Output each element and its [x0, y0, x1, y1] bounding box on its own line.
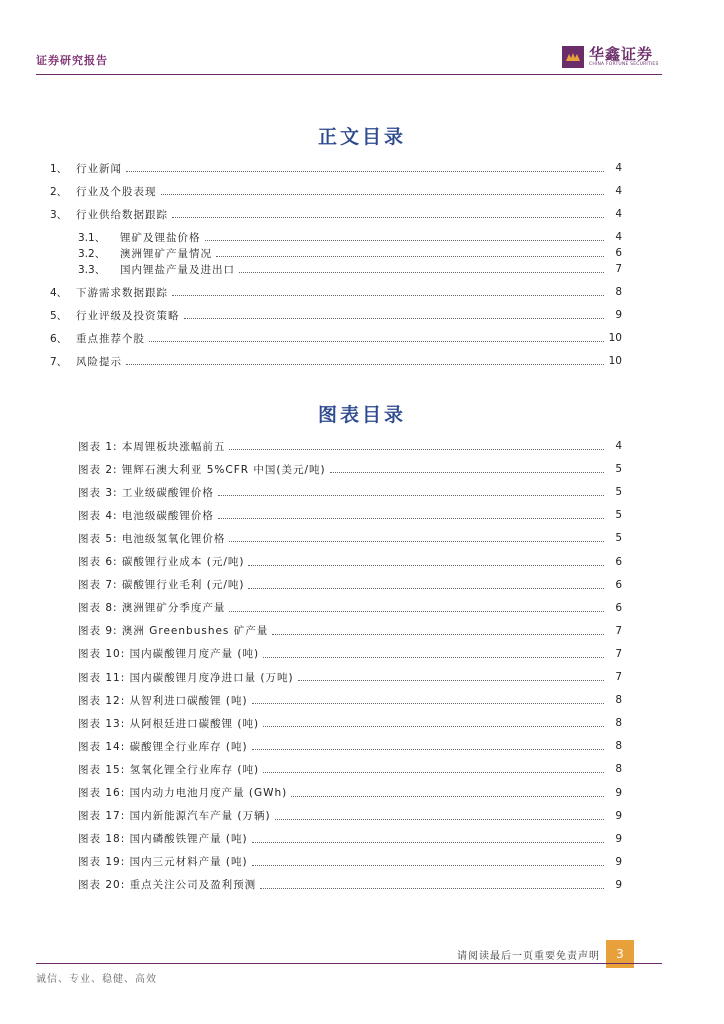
- toc-entry-number: 3.2、: [78, 247, 106, 260]
- dot-leader: [260, 887, 604, 889]
- toc-entry[interactable]: [50, 308, 622, 322]
- dot-leader: [330, 471, 604, 473]
- toc-title: 正文目录: [317, 126, 406, 148]
- dot-leader: [239, 271, 604, 273]
- figure-entry-label: 图表 8: 澳洲锂矿分季度产量: [78, 602, 226, 615]
- figure-entry[interactable]: [78, 624, 622, 638]
- toc-entry-number: 1、: [50, 162, 68, 175]
- entry-page-number: 4: [615, 231, 622, 243]
- toc-entry[interactable]: [50, 331, 622, 345]
- figure-entry[interactable]: [78, 531, 622, 545]
- toc-entry[interactable]: [50, 184, 622, 198]
- toc-entry[interactable]: [78, 230, 622, 244]
- entry-page-number: 5: [615, 532, 622, 545]
- footer-divider: [36, 963, 662, 964]
- figure-entry[interactable]: [78, 739, 622, 753]
- toc-entry-number: 3.3、: [78, 263, 106, 276]
- entry-page-number: 9: [615, 878, 622, 891]
- toc-entry-label: 风险提示: [76, 355, 122, 368]
- page-number-badge: 3: [606, 940, 634, 968]
- entry-page-number: 6: [615, 555, 622, 568]
- figure-entry-label: 图表 18: 国内磷酸铁锂产量 (吨): [78, 833, 248, 846]
- toc-entry-number: 3.1、: [78, 231, 106, 244]
- figure-entry-label: 图表 11: 国内碳酸锂月度净进口量 (万吨): [78, 671, 294, 684]
- dot-leader: [229, 540, 604, 542]
- entry-page-number: 6: [615, 578, 622, 591]
- figure-entry-label: 图表 9: 澳洲 Greenbushes 矿产量: [78, 625, 269, 638]
- toc-entry-label: 锂矿及锂盐价格: [120, 231, 201, 244]
- header-divider: [36, 74, 662, 75]
- dot-leader: [252, 702, 604, 704]
- toc-entry-label: 行业评级及投资策略: [76, 309, 180, 322]
- dot-leader: [291, 795, 604, 797]
- entry-page-number: 8: [615, 286, 622, 298]
- entry-page-number: 8: [615, 717, 622, 730]
- figure-entry-label: 图表 12: 从智利进口碳酸锂 (吨): [78, 694, 248, 707]
- dot-leader: [172, 216, 604, 218]
- figure-entry[interactable]: [78, 693, 622, 707]
- figure-entry[interactable]: [78, 555, 622, 569]
- figure-entry[interactable]: [78, 855, 622, 869]
- entry-page-number: 4: [615, 185, 622, 197]
- entry-page-number: 4: [615, 208, 622, 220]
- company-logo: [562, 46, 659, 68]
- figure-entry-label: 图表 1: 本周锂板块涨幅前五: [78, 440, 226, 453]
- entry-page-number: 9: [615, 855, 622, 868]
- entry-page-number: 7: [615, 647, 622, 660]
- entry-page-number: 10: [608, 355, 622, 367]
- entry-page-number: 6: [615, 247, 622, 259]
- dot-leader: [218, 517, 604, 519]
- toc-entry-label: 澳洲锂矿产量情况: [120, 247, 212, 260]
- figure-entry[interactable]: [78, 601, 622, 615]
- entry-page-number: 8: [615, 694, 622, 707]
- toc-entry[interactable]: [78, 246, 622, 260]
- figure-entry-label: 图表 20: 重点关注公司及盈利预测: [78, 879, 257, 892]
- figure-entry-label: 图表 16: 国内动力电池月度产量 (GWh): [78, 787, 288, 799]
- figure-entry[interactable]: [78, 670, 622, 684]
- dot-leader: [205, 239, 605, 241]
- dot-leader: [263, 725, 604, 727]
- dot-leader: [263, 656, 604, 658]
- toc-entry[interactable]: [78, 262, 622, 276]
- toc-entry-number: 7、: [50, 355, 68, 368]
- entry-page-number: 5: [615, 463, 622, 476]
- entry-page-number: 9: [615, 786, 622, 799]
- entry-page-number: 10: [608, 332, 622, 344]
- toc-entry-number: 5、: [50, 309, 68, 322]
- entry-page-number: 5: [615, 509, 622, 522]
- footer-motto: 诚信、专业、稳健、高效: [36, 974, 157, 985]
- dot-leader: [252, 841, 604, 843]
- figure-entry[interactable]: [78, 485, 622, 499]
- dot-leader: [126, 363, 604, 365]
- figures-title: 图表目录: [317, 404, 406, 426]
- logo-english-name: CHINA FORTUNE SECURITIES: [589, 62, 659, 67]
- figure-entry-label: 图表 4: 电池级碳酸锂价格: [78, 509, 214, 522]
- figure-entry[interactable]: [78, 786, 622, 800]
- toc-entry[interactable]: [50, 207, 622, 221]
- figure-entry[interactable]: [78, 832, 622, 846]
- dot-leader: [248, 564, 604, 566]
- logo-chinese-name: 华鑫证券: [589, 45, 654, 63]
- figure-entry[interactable]: [78, 809, 622, 823]
- toc-entry-label: 下游需求数据跟踪: [76, 286, 168, 299]
- entry-page-number: 8: [615, 740, 622, 753]
- dot-leader: [184, 317, 605, 319]
- dot-leader: [161, 193, 605, 195]
- toc-entry[interactable]: [50, 354, 622, 368]
- disclaimer-note: 请阅读最后一页重要免责声明: [457, 951, 600, 962]
- toc-entry[interactable]: [50, 285, 622, 299]
- toc-entry-label: 国内锂盐产量及进出口: [120, 263, 235, 276]
- toc-entry-number: 2、: [50, 185, 68, 198]
- dot-leader: [172, 294, 604, 296]
- toc-entry-label: 行业新闻: [76, 162, 122, 175]
- entry-page-number: 9: [615, 309, 622, 321]
- entry-page-number: 9: [615, 809, 622, 822]
- entry-page-number: 7: [615, 263, 622, 275]
- figure-entry-label: 图表 2: 锂辉石澳大利亚 5%CFR 中国(美元/吨): [78, 463, 326, 476]
- figure-entry-label: 图表 15: 氢氧化锂全行业库存 (吨): [78, 763, 260, 776]
- toc-entry-number: 4、: [50, 286, 68, 299]
- toc-entry-number: 6、: [50, 332, 68, 345]
- dot-leader: [149, 340, 604, 342]
- figure-entry-label: 图表 14: 碳酸锂全行业库存 (吨): [78, 740, 248, 753]
- figure-entry[interactable]: [78, 647, 622, 661]
- toc-entry-label: 行业供给数据跟踪: [76, 208, 168, 221]
- toc-entry[interactable]: [50, 161, 622, 175]
- figure-entry-label: 图表 7: 碳酸锂行业毛利 (元/吨): [78, 579, 245, 592]
- figure-entry-label: 图表 13: 从阿根廷进口碳酸锂 (吨): [78, 717, 260, 730]
- entry-page-number: 5: [615, 486, 622, 499]
- dot-leader: [126, 170, 604, 172]
- figure-entry[interactable]: [78, 878, 622, 892]
- figure-entry-label: 图表 17: 国内新能源汽车产量 (万辆): [78, 810, 271, 823]
- figure-entry-label: 图表 5: 电池级氢氧化锂价格: [78, 532, 226, 545]
- toc-entry-label: 重点推荐个股: [76, 332, 145, 345]
- toc-entry-label: 行业及个股表现: [76, 185, 157, 198]
- figure-entry[interactable]: [78, 439, 622, 453]
- dot-leader: [216, 255, 604, 257]
- figure-entry[interactable]: [78, 462, 622, 476]
- dot-leader: [275, 818, 604, 820]
- figure-entry-label: 图表 3: 工业级碳酸锂价格: [78, 486, 214, 499]
- figure-entry-label: 图表 19: 国内三元材料产量 (吨): [78, 856, 248, 869]
- dot-leader: [229, 610, 604, 612]
- entry-page-number: 4: [615, 162, 622, 174]
- figure-entry-label: 图表 10: 国内碳酸锂月度产量 (吨): [78, 648, 260, 661]
- dot-leader: [252, 748, 604, 750]
- dot-leader: [229, 448, 604, 450]
- toc-entry-number: 3、: [50, 208, 68, 221]
- dot-leader: [298, 679, 604, 681]
- entry-page-number: 4: [615, 440, 622, 452]
- figure-entry[interactable]: [78, 508, 622, 522]
- entry-page-number: 7: [615, 624, 622, 637]
- logo-mark-icon: [562, 46, 584, 68]
- entry-page-number: 6: [615, 601, 622, 614]
- figure-entry[interactable]: [78, 762, 622, 776]
- dot-leader: [272, 633, 604, 635]
- dot-leader: [263, 771, 604, 773]
- figure-entry[interactable]: [78, 578, 622, 592]
- figure-entry[interactable]: [78, 716, 622, 730]
- dot-leader: [218, 494, 604, 496]
- entry-page-number: 8: [615, 763, 622, 776]
- figure-entry-label: 图表 6: 碳酸锂行业成本 (元/吨): [78, 556, 245, 568]
- dot-leader: [248, 587, 604, 589]
- header-report-type: 证券研究报告: [36, 54, 108, 67]
- dot-leader: [252, 864, 604, 866]
- entry-page-number: 9: [615, 832, 622, 845]
- entry-page-number: 7: [615, 671, 622, 683]
